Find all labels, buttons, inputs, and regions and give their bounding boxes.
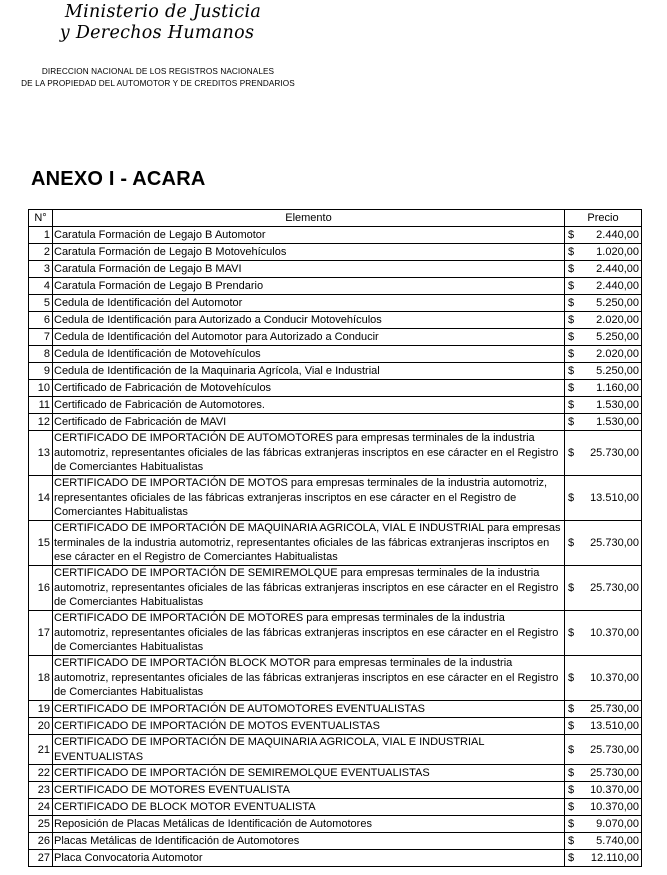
currency-symbol: $ <box>568 348 575 360</box>
currency-symbol: $ <box>568 246 575 258</box>
row-number: 18 <box>29 656 53 701</box>
ministry-logo-text <box>52 2 262 44</box>
header-element: Elemento <box>53 210 565 227</box>
header-num: N° <box>29 210 53 227</box>
currency-symbol: $ <box>568 297 575 309</box>
price-amount: 1.530,00 <box>596 399 639 411</box>
row-price <box>565 414 642 431</box>
table-row <box>29 782 642 799</box>
row-number: 15 <box>29 521 53 566</box>
row-price <box>565 782 642 799</box>
row-number: 5 <box>29 295 53 312</box>
direccion-line-1: DIRECCION NACIONAL DE LOS REGISTROS NACIONALES <box>41 67 275 76</box>
price-amount: 25.730,00 <box>590 582 639 594</box>
table-row <box>29 735 642 765</box>
table-body <box>29 227 642 867</box>
row-element: Caratula Formación de Legajo B Prendario <box>53 278 565 295</box>
row-element: CERTIFICADO DE MOTORES EVENTUALISTA <box>53 782 565 799</box>
row-number: 20 <box>29 718 53 735</box>
row-number: 14 <box>29 476 53 521</box>
row-element: Caratula Formación de Legajo B MAVI <box>53 261 565 278</box>
currency-symbol: $ <box>568 280 575 292</box>
row-number: 11 <box>29 397 53 414</box>
row-element: CERTIFICADO DE IMPORTACIÓN DE AUTOMOTORES EVENTUALISTAS <box>53 701 565 718</box>
currency-symbol: $ <box>568 382 575 394</box>
price-amount: 1.020,00 <box>596 246 639 258</box>
row-element: CERTIFICADO DE IMPORTACIÓN DE MOTOS EVENTUALISTAS <box>53 718 565 735</box>
currency-symbol: $ <box>568 582 575 594</box>
row-price <box>565 718 642 735</box>
row-price <box>565 850 642 867</box>
row-number: 12 <box>29 414 53 431</box>
row-element: CERTIFICADO DE IMPORTACIÓN DE SEMIREMOLQUE para empresas terminales de la industria automotriz, representantes oficiales de las fábricas extranjeras inscriptos en ese cáracter en el Registro de Comerciantes Habitualistas <box>53 566 565 611</box>
row-price <box>565 765 642 782</box>
currency-symbol: $ <box>568 852 575 864</box>
row-price <box>565 278 642 295</box>
currency-symbol: $ <box>568 399 575 411</box>
table-row <box>29 521 642 566</box>
row-price <box>565 227 642 244</box>
ministry-line-1: Ministerio de Justicia <box>64 2 262 22</box>
price-amount: 9.070,00 <box>596 818 639 830</box>
price-amount: 5.740,00 <box>596 835 639 847</box>
row-element: Placas Metálicas de Identificación de Automotores <box>53 833 565 850</box>
row-price <box>565 816 642 833</box>
table-row <box>29 295 642 312</box>
row-element: Placa Convocatoria Automotor <box>53 850 565 867</box>
price-amount: 25.730,00 <box>590 447 639 459</box>
direccion-header <box>8 66 308 90</box>
price-amount: 13.510,00 <box>590 492 639 504</box>
row-number: 8 <box>29 346 53 363</box>
table-row <box>29 799 642 816</box>
table-row <box>29 244 642 261</box>
row-element: Caratula Formación de Legajo B Automotor <box>53 227 565 244</box>
row-element: CERTIFICADO DE IMPORTACIÓN DE MAQUINARIA AGRICOLA, VIAL E INDUSTRIAL EVENTUALISTAS <box>53 735 565 765</box>
row-number: 25 <box>29 816 53 833</box>
price-amount: 10.370,00 <box>590 784 639 796</box>
row-element: Certificado de Fabricación de MAVI <box>53 414 565 431</box>
row-number: 10 <box>29 380 53 397</box>
table-row <box>29 611 642 656</box>
page-title: ANEXO I - ACARA <box>31 168 206 190</box>
table-row <box>29 346 642 363</box>
row-element: Caratula Formación de Legajo B Motovehículos <box>53 244 565 261</box>
currency-symbol: $ <box>568 365 575 377</box>
table-row <box>29 261 642 278</box>
row-element: Cedula de Identificación del Automotor para Autorizado a Conducir <box>53 329 565 346</box>
row-element: Certificado de Fabricación de Automotores. <box>53 397 565 414</box>
row-price <box>565 799 642 816</box>
price-amount: 10.370,00 <box>590 672 639 684</box>
row-number: 21 <box>29 735 53 765</box>
row-number: 27 <box>29 850 53 867</box>
ministry-line-2: y Derechos Humanos <box>59 23 255 43</box>
currency-symbol: $ <box>568 767 575 779</box>
table-row <box>29 329 642 346</box>
row-element: Cedula de Identificación para Autorizado a Conducir Motovehículos <box>53 312 565 329</box>
row-price <box>565 521 642 566</box>
table-row <box>29 476 642 521</box>
row-price <box>565 566 642 611</box>
row-price <box>565 329 642 346</box>
currency-symbol: $ <box>568 263 575 275</box>
row-element: CERTIFICADO DE IMPORTACIÓN DE MOTORES para empresas terminales de la industria automotriz, representantes oficiales de las fábricas extranjeras inscriptos en ese cáracter en el Registro de Comerciantes Habitualistas <box>53 611 565 656</box>
table-row <box>29 656 642 701</box>
table-row <box>29 833 642 850</box>
price-amount: 10.370,00 <box>590 627 639 639</box>
header-price: Precio <box>565 210 642 227</box>
currency-symbol: $ <box>568 818 575 830</box>
table-row <box>29 278 642 295</box>
row-element: CERTIFICADO DE BLOCK MOTOR EVENTUALISTA <box>53 799 565 816</box>
price-amount: 5.250,00 <box>596 365 639 377</box>
row-number: 7 <box>29 329 53 346</box>
row-price <box>565 476 642 521</box>
row-element: CERTIFICADO DE IMPORTACIÓN DE MOTOS para empresas terminales de la industria automotriz, representantes oficiales de las fábricas extranjeras inscriptos en ese cáracter en el Registro de Comerciantes Habitualistas <box>53 476 565 521</box>
row-price <box>565 312 642 329</box>
price-amount: 2.440,00 <box>596 229 639 241</box>
row-element: CERTIFICADO DE IMPORTACIÓN DE AUTOMOTORES para empresas terminales de la industria automotriz, representantes oficiales de las fábricas extranjeras inscriptos en ese cáracter en el Registro de Comerciantes Habitualistas <box>53 431 565 476</box>
row-price <box>565 363 642 380</box>
row-price <box>565 611 642 656</box>
table-row <box>29 312 642 329</box>
table-row <box>29 397 642 414</box>
price-amount: 2.020,00 <box>596 314 639 326</box>
row-price <box>565 431 642 476</box>
price-amount: 25.730,00 <box>590 703 639 715</box>
currency-symbol: $ <box>568 416 575 428</box>
row-number: 6 <box>29 312 53 329</box>
table-row <box>29 431 642 476</box>
row-number: 26 <box>29 833 53 850</box>
table-row <box>29 414 642 431</box>
price-table <box>28 209 642 867</box>
row-number: 23 <box>29 782 53 799</box>
price-amount: 2.020,00 <box>596 348 639 360</box>
currency-symbol: $ <box>568 703 575 715</box>
row-number: 3 <box>29 261 53 278</box>
row-price <box>565 295 642 312</box>
row-number: 1 <box>29 227 53 244</box>
row-price <box>565 244 642 261</box>
price-amount: 25.730,00 <box>590 537 639 549</box>
row-element: Certificado de Fabricación de Motovehículos <box>53 380 565 397</box>
table-row <box>29 765 642 782</box>
currency-symbol: $ <box>568 801 575 813</box>
price-amount: 12.110,00 <box>590 852 639 864</box>
table-row <box>29 227 642 244</box>
row-price <box>565 833 642 850</box>
row-element: Cedula de Identificación del Automotor <box>53 295 565 312</box>
direccion-line-2: DE LA PROPIEDAD DEL AUTOMOTOR Y DE CREDITOS PRENDARIOS <box>21 79 295 88</box>
price-amount: 13.510,00 <box>590 720 639 732</box>
row-number: 16 <box>29 566 53 611</box>
price-amount: 25.730,00 <box>590 743 639 756</box>
price-amount: 1.530,00 <box>596 416 639 428</box>
row-number: 2 <box>29 244 53 261</box>
row-number: 24 <box>29 799 53 816</box>
row-price <box>565 701 642 718</box>
row-element: CERTIFICADO DE IMPORTACIÓN DE SEMIREMOLQUE EVENTUALISTAS <box>53 765 565 782</box>
row-element: Cedula de Identificación de la Maquinaria Agrícola, Vial e Industrial <box>53 363 565 380</box>
price-amount: 5.250,00 <box>596 297 639 309</box>
price-amount: 5.250,00 <box>596 331 639 343</box>
currency-symbol: $ <box>568 627 575 639</box>
table-row <box>29 566 642 611</box>
currency-symbol: $ <box>568 720 575 732</box>
table-header-row <box>29 210 642 227</box>
price-amount: 1.160,00 <box>596 382 639 394</box>
row-number: 9 <box>29 363 53 380</box>
currency-symbol: $ <box>568 447 575 459</box>
currency-symbol: $ <box>568 314 575 326</box>
price-amount: 2.440,00 <box>596 263 639 275</box>
currency-symbol: $ <box>568 331 575 343</box>
table-row <box>29 718 642 735</box>
table-row <box>29 816 642 833</box>
row-element: Reposición de Placas Metálicas de Identificación de Automotores <box>53 816 565 833</box>
currency-symbol: $ <box>568 743 575 756</box>
row-number: 17 <box>29 611 53 656</box>
row-price <box>565 261 642 278</box>
currency-symbol: $ <box>568 537 575 549</box>
row-number: 13 <box>29 431 53 476</box>
row-price <box>565 380 642 397</box>
row-price <box>565 397 642 414</box>
currency-symbol: $ <box>568 672 575 684</box>
price-amount: 2.440,00 <box>596 280 639 292</box>
row-price <box>565 656 642 701</box>
table-row <box>29 850 642 867</box>
currency-symbol: $ <box>568 229 575 241</box>
row-price <box>565 735 642 765</box>
currency-symbol: $ <box>568 492 575 504</box>
row-number: 22 <box>29 765 53 782</box>
row-element: CERTIFICADO DE IMPORTACIÓN DE MAQUINARIA AGRICOLA, VIAL E INDUSTRIAL para empresas terminales de la industria automotriz, representantes oficiales de las fábricas extranjeras inscriptos en ese cáracter en el Registro de Comerciantes Habitualistas <box>53 521 565 566</box>
price-amount: 10.370,00 <box>590 801 639 813</box>
table-row <box>29 363 642 380</box>
row-number: 4 <box>29 278 53 295</box>
row-element: Cedula de Identificación de Motovehículos <box>53 346 565 363</box>
row-element: CERTIFICADO DE IMPORTACIÓN BLOCK MOTOR para empresas terminales de la industria automotriz, representantes oficiales de las fábricas extranjeras inscriptos en ese cáracter en el Registro de Comerciantes Habitualistas <box>53 656 565 701</box>
currency-symbol: $ <box>568 784 575 796</box>
row-number: 19 <box>29 701 53 718</box>
row-price <box>565 346 642 363</box>
table-row <box>29 701 642 718</box>
price-amount: 25.730,00 <box>590 767 639 779</box>
currency-symbol: $ <box>568 835 575 847</box>
table-row <box>29 380 642 397</box>
